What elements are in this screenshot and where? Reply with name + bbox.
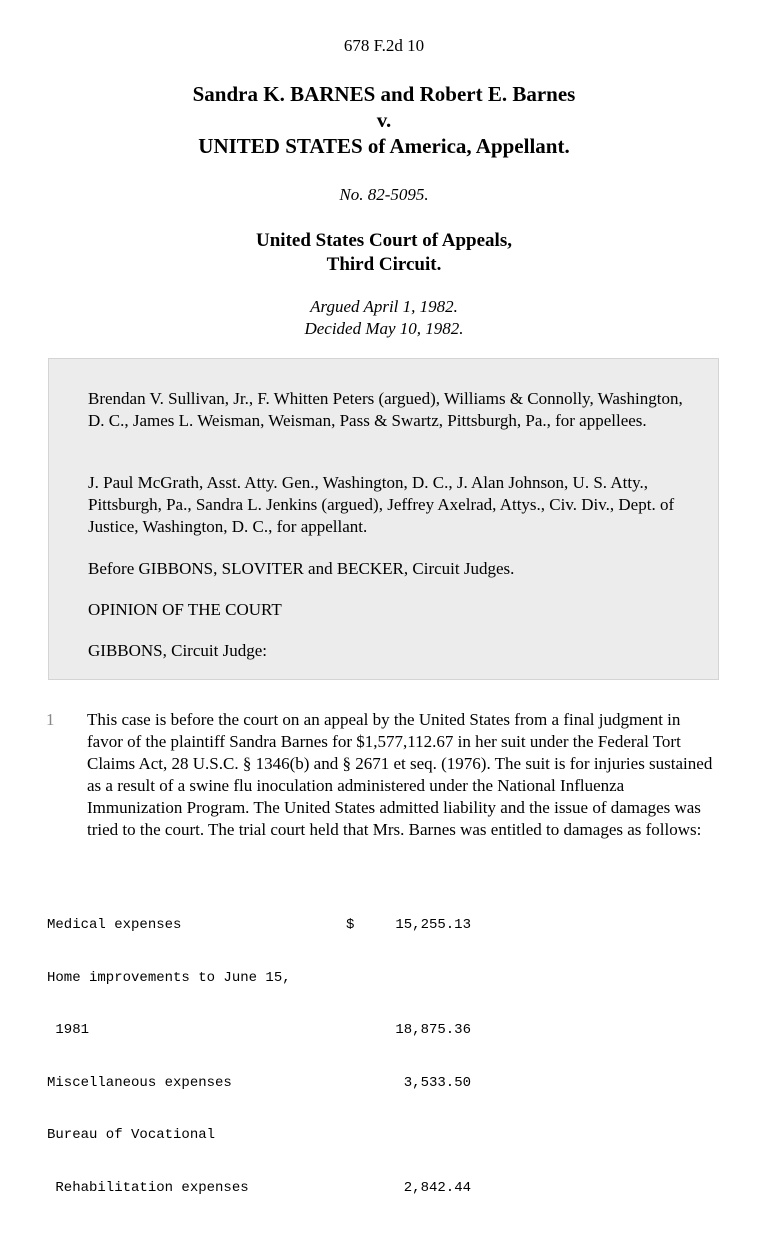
row-label-continued: 1981 (47, 1022, 90, 1038)
row-label: Bureau of Vocational (47, 1127, 216, 1143)
case-citation: 678 F.2d 10 (343, 36, 425, 55)
court-name (0, 229, 768, 277)
opinion-author: GIBBONS, Circuit Judge: (88, 641, 267, 660)
case-title-defendant: UNITED STATES of America, Appellant. (198, 134, 570, 158)
row-amount: 2,842.44 (403, 1179, 471, 1196)
damages-table (47, 882, 477, 1215)
table-row (47, 970, 477, 988)
row-label: Miscellaneous expenses (47, 1074, 232, 1091)
appellant-counsel: J. Paul McGrath, Asst. Atty. Gen., Washington, D. C., J. Alan Johnson, U. S. Atty., Pittsburgh, Pa., Sandra L. Jenkins (argued), Jeffrey Axelrad, Attys., Civ. Div., Dept. of Justice, Washington, D. C., for appellant. (88, 473, 675, 536)
table-row-continuation (47, 1022, 477, 1040)
case-title-plaintiffs: Sandra K. BARNES and Robert E. Barnes (192, 82, 576, 106)
paragraph-number[interactable]: 1 (46, 710, 55, 729)
row-amount: 15,255.13 (395, 917, 471, 933)
case-title (0, 81, 768, 159)
counsel-box (48, 358, 719, 680)
row-label: Home improvements to June 15, (47, 969, 291, 986)
table-row-continuation (47, 1180, 477, 1198)
appellees-counsel: Brendan V. Sullivan, Jr., F. Whitten Peters (argued), Williams & Connolly, Washington, D. C., James L. Weisman, Weisman, Pass & Swartz, Pittsburgh, Pa., for appellees. (88, 389, 683, 430)
row-label: Medical expenses (47, 917, 182, 933)
table-row (47, 917, 477, 935)
row-dollar-sign: $ (346, 917, 355, 933)
opinion-heading: OPINION OF THE COURT (88, 600, 282, 619)
court-circuit-line: Third Circuit. (326, 254, 442, 275)
row-amount: 18,875.36 (395, 1022, 471, 1038)
docket-number: No. 82-5095. (339, 185, 429, 204)
table-row (47, 1127, 477, 1145)
court-name-line: United States Court of Appeals, (256, 230, 512, 251)
row-amount: 3,533.50 (403, 1074, 471, 1091)
argued-date: Argued April 1, 1982. (310, 297, 458, 316)
row-label-continued: Rehabilitation expenses (47, 1179, 249, 1196)
judges-panel: Before GIBBONS, SLOVITER and BECKER, Circuit Judges. (88, 559, 515, 578)
case-title-versus: v. (376, 108, 392, 132)
decision-dates (0, 296, 768, 340)
decided-date: Decided May 10, 1982. (304, 319, 464, 338)
paragraph-text: This case is before the court on an appeal by the United States from a final judgment in favor of the plaintiff Sandra Barnes for $1,577,112.67 in her suit under the Federal Tort Claims Act, 28 U.S.C. § 1346(b) and § 2671 et seq. (1976). The suit is for injuries sustained as a result of a swine flu inoculation administered under the National Influenza Immunization Program. The United States admitted liability and the issue of damages was tried to the court. The trial court held that Mrs. Barnes was entitled to damages as follows: (87, 710, 713, 839)
table-row (47, 1075, 477, 1093)
